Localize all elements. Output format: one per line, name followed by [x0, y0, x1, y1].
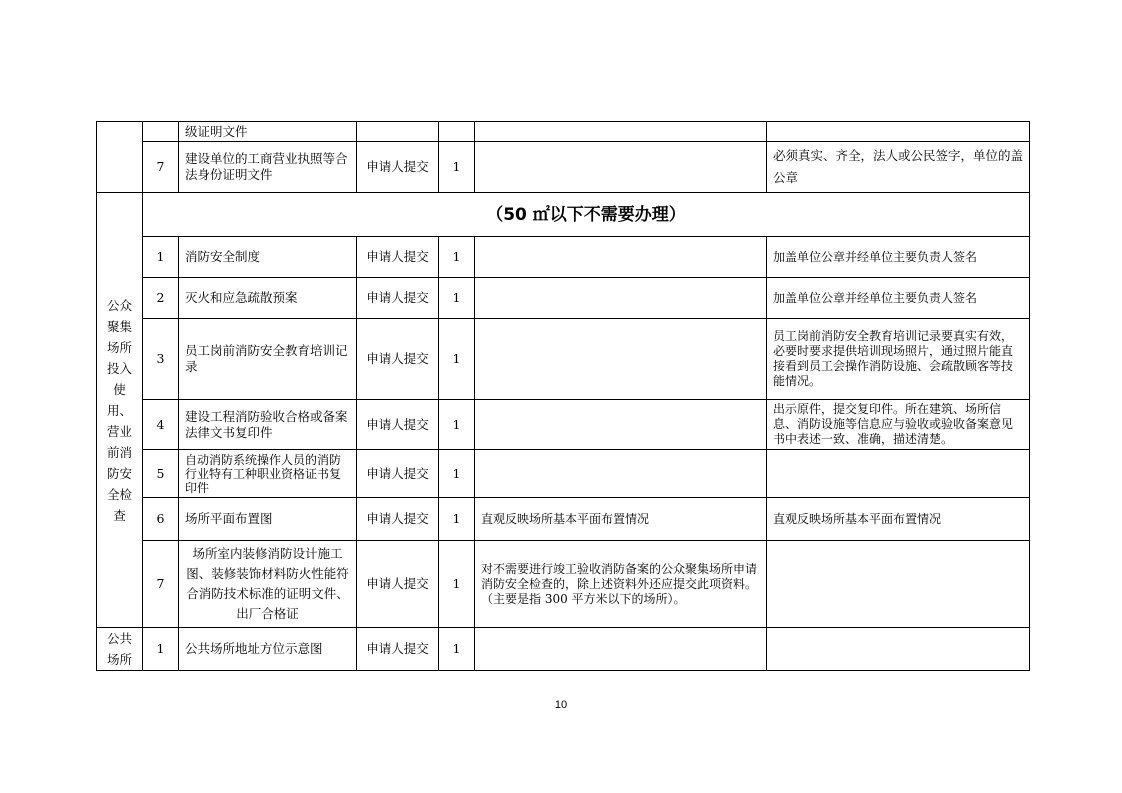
- submitter: 申请人提交: [357, 628, 439, 671]
- submitter: 申请人提交: [357, 237, 439, 278]
- remark: [767, 450, 1030, 498]
- copy-count: 1: [439, 400, 475, 450]
- description: [475, 278, 767, 319]
- copy-count: 1: [439, 278, 475, 319]
- remark: 加盖单位公章并经单位主要负责人签名: [767, 237, 1030, 278]
- copy-count: 1: [439, 541, 475, 628]
- table-row: [97, 142, 1030, 193]
- section-header-row: [97, 193, 1030, 237]
- submitter: 申请人提交: [357, 498, 439, 541]
- document-name: 场所室内装修消防设计施工图、装修装饰材料防火性能符合消防技术标准的证明文件、出厂合格证: [179, 541, 357, 628]
- document-name: 场所平面布置图: [179, 498, 357, 541]
- copy-count: 1: [439, 450, 475, 498]
- document-name: 级证明文件: [179, 122, 357, 142]
- document-name: 自动消防系统操作人员的消防行业特有工种职业资格证书复印件: [179, 450, 357, 498]
- copy-count: [439, 122, 475, 142]
- document-name: 建设工程消防验收合格或备案法律文书复印件: [179, 400, 357, 450]
- copy-count: 1: [439, 498, 475, 541]
- row-number: 7: [143, 541, 179, 628]
- table-row: [97, 498, 1030, 541]
- submitter: 申请人提交: [357, 400, 439, 450]
- category-cell: [97, 193, 143, 628]
- submitter: 申请人提交: [357, 450, 439, 498]
- category-label: 公共场所: [106, 631, 132, 667]
- submitter: [357, 122, 439, 142]
- remark: 加盖单位公章并经单位主要负责人签名: [767, 278, 1030, 319]
- table-row: [97, 450, 1030, 498]
- document-name: 建设单位的工商营业执照等合法身份证明文件: [179, 142, 357, 193]
- description: [475, 142, 767, 193]
- description: [475, 237, 767, 278]
- remark: 出示原件，提交复印件。所在建筑、场所信息、消防设施等信息应与验收或验收备案意见书中表述一致、准确，描述清楚。: [767, 400, 1030, 450]
- table-row: [97, 400, 1030, 450]
- description: 对不需要进行竣工验收消防备案的公众聚集场所申请消防安全检查的，除上述资料外还应提交此项资料。（主要是指 300 平方米以下的场所）。: [475, 541, 767, 628]
- row-number: 7: [143, 142, 179, 193]
- submitter: 申请人提交: [357, 541, 439, 628]
- table-row: [97, 237, 1030, 278]
- description: [475, 400, 767, 450]
- submitter: 申请人提交: [357, 278, 439, 319]
- category-cell: [97, 122, 143, 193]
- remark: 直观反映场所基本平面布置情况: [767, 498, 1030, 541]
- row-number: 3: [143, 319, 179, 400]
- table-row: [97, 628, 1030, 671]
- description: [475, 450, 767, 498]
- row-number: 6: [143, 498, 179, 541]
- table-row: [97, 122, 1030, 142]
- table-row: [97, 541, 1030, 628]
- submitter: 申请人提交: [357, 142, 439, 193]
- row-number: 4: [143, 400, 179, 450]
- document-name: 灭火和应急疏散预案: [179, 278, 357, 319]
- description: [475, 628, 767, 671]
- table-row: [97, 278, 1030, 319]
- row-number: 2: [143, 278, 179, 319]
- description: [475, 319, 767, 400]
- remark: [767, 628, 1030, 671]
- submitter: 申请人提交: [357, 319, 439, 400]
- category-cell: [97, 628, 143, 671]
- row-number: 1: [143, 237, 179, 278]
- row-number: 1: [143, 628, 179, 671]
- page-number: 10: [554, 699, 568, 711]
- category-label: 公众聚集场所投入使用、营业前消防安全检查: [106, 297, 132, 523]
- copy-count: 1: [439, 628, 475, 671]
- copy-count: 1: [439, 319, 475, 400]
- row-number: 5: [143, 450, 179, 498]
- remark: 必须真实、齐全，法人或公民签字，单位的盖公章: [767, 142, 1030, 193]
- copy-count: 1: [439, 237, 475, 278]
- row-number: [143, 122, 179, 142]
- remark: 员工岗前消防安全教育培训记录要真实有效，必要时要求提供培训现场照片，通过照片能直接看到员工会操作消防设施、会疏散顾客等技能情况。: [767, 319, 1030, 400]
- remark: [767, 122, 1030, 142]
- document-name: 员工岗前消防安全教育培训记录: [179, 319, 357, 400]
- document-name: 公共场所地址方位示意图: [179, 628, 357, 671]
- table-row: [97, 319, 1030, 400]
- copy-count: 1: [439, 142, 475, 193]
- requirements-table: [96, 121, 1030, 671]
- document-name: 消防安全制度: [179, 237, 357, 278]
- description: [475, 122, 767, 142]
- remark: [767, 541, 1030, 628]
- section-note: （50 ㎡以下不需要办理）: [143, 193, 1030, 237]
- description: 直观反映场所基本平面布置情况: [475, 498, 767, 541]
